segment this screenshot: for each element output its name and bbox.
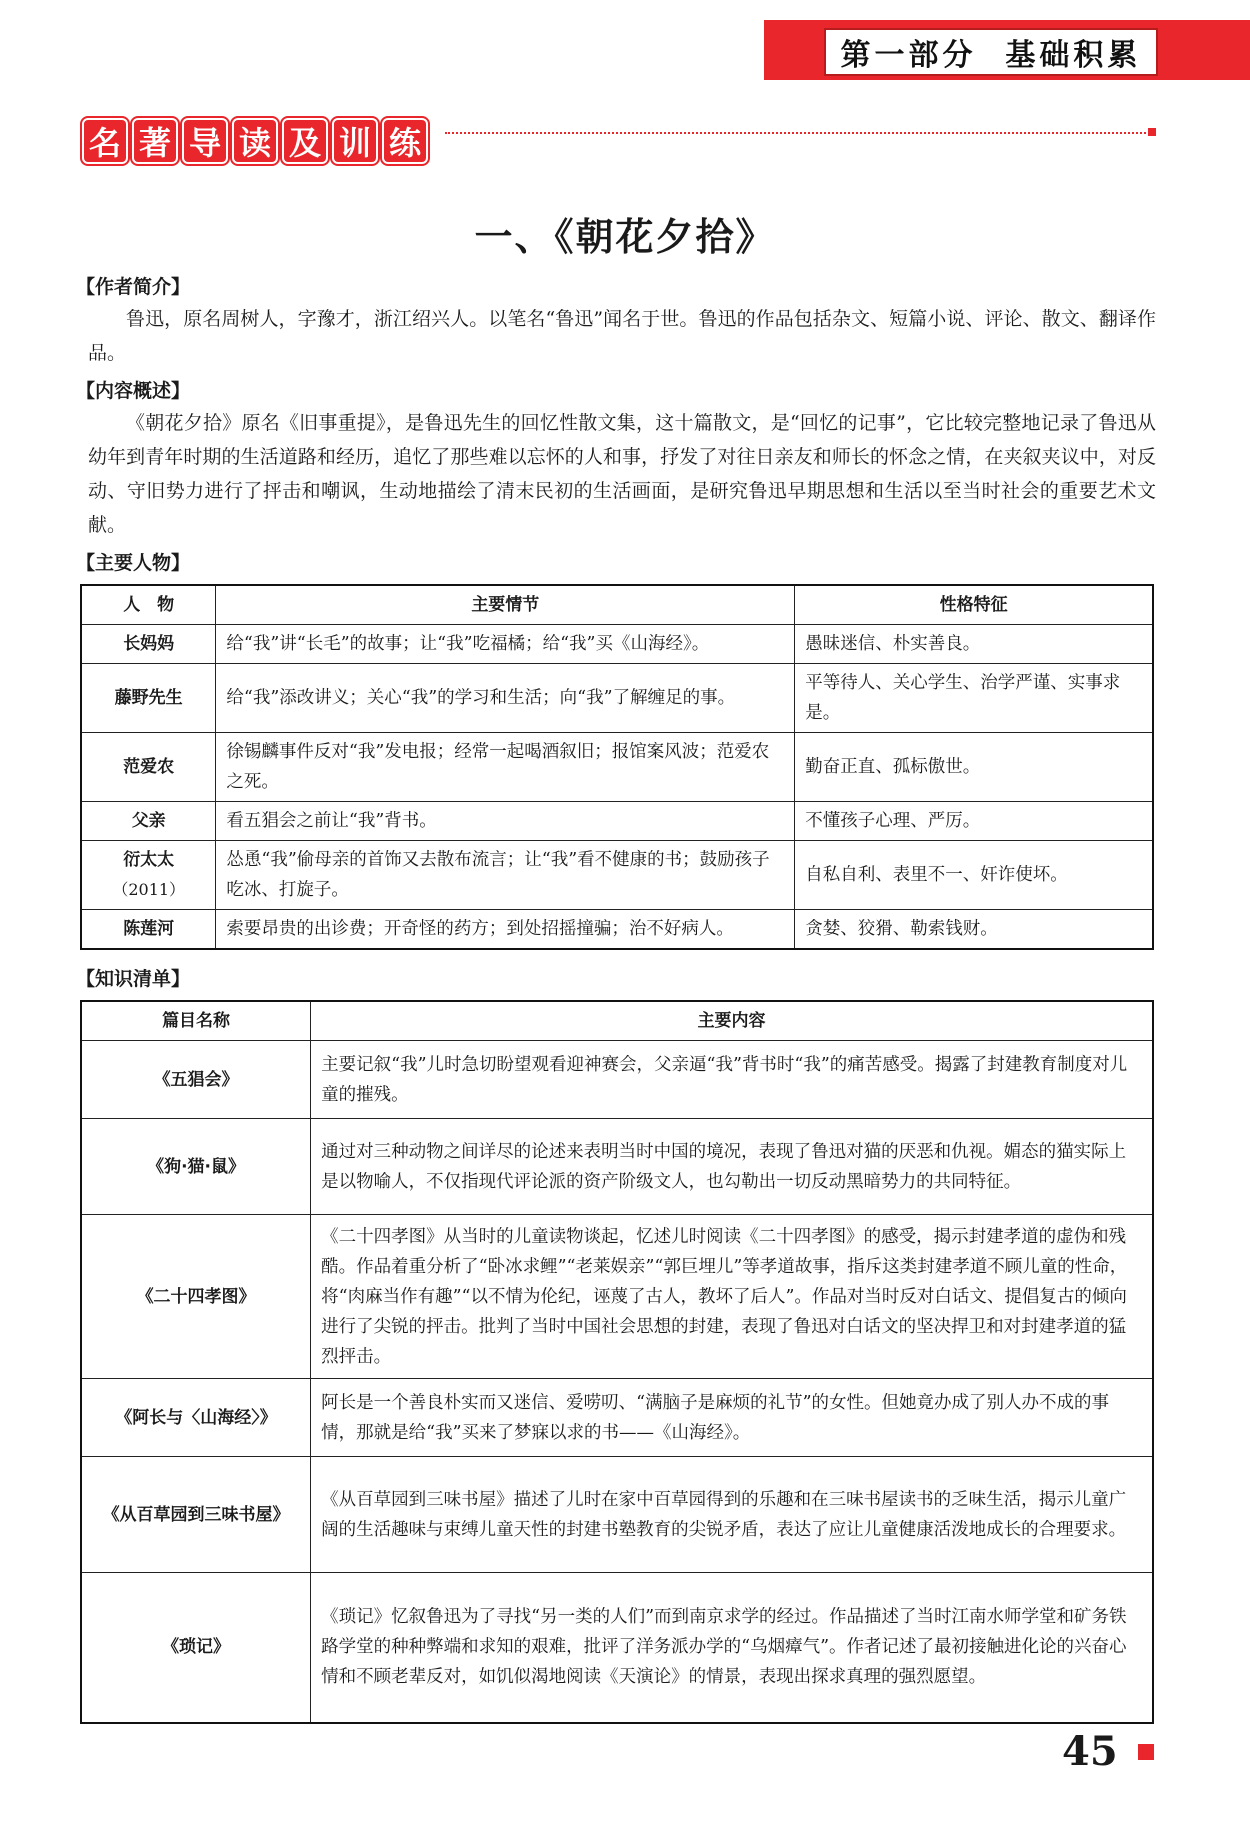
table-row [81,1457,1153,1573]
banner-char: 训 [332,118,378,164]
character-year: （2011） [112,880,186,899]
banner-char: 读 [232,118,278,164]
banner-end-dot [1148,128,1156,136]
chapter-name: 《阿长与〈山海经〉》 [81,1379,311,1457]
chapter-content: 主要记叙“我”儿时急切盼望观看迎神赛会，父亲逼“我”背书时“我”的痛苦感受。揭露了封建教育制度对儿童的摧残。 [311,1041,1153,1119]
character-trait: 不懂孩子心理、严厉。 [795,802,1153,841]
chapter-name: 《二十四孝图》 [81,1215,311,1379]
table-header-row [81,585,1153,625]
characters-label: 【主要人物】 [76,552,191,574]
table-row [81,1041,1153,1119]
page-number-marker [1138,1744,1154,1760]
chapter-name: 《琐记》 [81,1573,311,1723]
character-name: 衍太太 [123,850,175,870]
author-label: 【作者简介】 [76,276,191,298]
knowledge-table [80,1000,1154,1724]
table-row [81,1119,1153,1215]
table-row [81,841,1153,910]
character-name: 范爱农 [81,733,216,802]
banner-dotted-line [445,132,1150,134]
character-name: 藤野先生 [81,664,216,733]
character-trait: 愚昧迷信、朴实善良。 [795,625,1153,664]
character-plot: 徐锡麟事件反对“我”发电报；经常一起喝酒叙旧；报馆案风波；范爱农之死。 [216,733,795,802]
character-name: 长妈妈 [81,625,216,664]
chapter-name: 《狗·猫·鼠》 [81,1119,311,1215]
header-cell: 人 物 [81,585,216,625]
characters-table [80,584,1154,950]
banner-char: 著 [132,118,178,164]
character-trait: 勤奋正直、孤标傲世。 [795,733,1153,802]
summary-label: 【内容概述】 [76,380,191,402]
chapter-content: 通过对三种动物之间详尽的论述来表明当时中国的境况，表现了鲁迅对猫的厌恶和仇视。媚态的猫实际上是以物喻人，不仅指现代评论派的资产阶级文人，也勾勒出一切反动黑暗势力的共同特征。 [311,1119,1153,1215]
banner-char: 练 [382,118,428,164]
knowledge-label: 【知识清单】 [76,968,191,990]
section-banner [82,118,428,164]
header-cell: 篇目名称 [81,1001,311,1041]
chapter-content: 《琐记》忆叙鲁迅为了寻找“另一类的人们”而到南京求学的经过。作品描述了当时江南水师学堂和矿务铁路学堂的种种弊端和求知的艰难，批评了洋务派办学的“乌烟瘴气”。作者记述了最初接触进化论的兴奋心情和不顾老辈反对，如饥似渴地阅读《天演论》的情景，表现出探求真理的强烈愿望。 [311,1573,1153,1723]
table-header-row [81,1001,1153,1041]
character-trait: 贪婪、狡猾、勒索钱财。 [795,910,1153,950]
banner-char: 及 [282,118,328,164]
author-text: 鲁迅，原名周树人，字豫才，浙江绍兴人。以笔名“鲁迅”闻名于世。鲁迅的作品包括杂文、短篇小说、评论、散文、翻译作品。 [88,308,1156,364]
header-cell: 性格特征 [795,585,1153,625]
character-plot: 给“我”添改讲义；关心“我”的学习和生活；向“我”了解缠足的事。 [216,664,795,733]
table-row [81,802,1153,841]
chapter-content: 《从百草园到三味书屋》描述了儿时在家中百草园得到的乐趣和在三味书屋读书的乏味生活，揭示儿童广阔的生活趣味与束缚儿童天性的封建书塾教育的尖锐矛盾，表达了应让儿童健康活泼地成长的合理要求。 [311,1457,1153,1573]
chapter-content: 《二十四孝图》从当时的儿童读物谈起，忆述儿时阅读《二十四孝图》的感受，揭示封建孝道的虚伪和残酷。作品着重分析了“卧冰求鲤”“老莱娱亲”“郭巨埋儿”等孝道故事，指斥这类封建孝道不顾儿童的性命，将“肉麻当作有趣”“以不情为伦纪，诬蔑了古人，教坏了后人”。作品对当时反对白话文、提倡复古的倾向进行了尖锐的抨击。批判了当时中国社会思想的封建，表现了鲁迅对白话文的坚决捍卫和对封建孝道的猛烈抨击。 [311,1215,1153,1379]
character-name: 父亲 [81,802,216,841]
character-trait: 平等待人、关心学生、治学严谨、实事求是。 [795,664,1153,733]
header-cell: 主要内容 [311,1001,1153,1041]
character-plot: 看五猖会之前让“我”背书。 [216,802,795,841]
character-plot: 给“我”讲“长毛”的故事；让“我”吃福橘；给“我”买《山海经》。 [216,625,795,664]
character-plot: 怂恿“我”偷母亲的首饰又去散布流言；让“我”看不健康的书；鼓励孩子吃冰、打旋子。 [216,841,795,910]
character-trait: 自私自利、表里不一、奸诈使坏。 [795,841,1153,910]
character-name-cell [81,841,216,910]
chapter-name: 《从百草园到三味书屋》 [81,1457,311,1573]
table-row [81,733,1153,802]
header-cell: 主要情节 [216,585,795,625]
character-plot: 索要昂贵的出诊费；开奇怪的药方；到处招摇撞骗；治不好病人。 [216,910,795,950]
chapter-name: 《五猖会》 [81,1041,311,1119]
banner-char: 名 [82,118,128,164]
chapter-content: 阿长是一个善良朴实而又迷信、爱唠叨、“满脑子是麻烦的礼节”的女性。但她竟办成了别人办不成的事情，那就是给“我”买来了梦寐以求的书——《山海经》。 [311,1379,1153,1457]
table-row [81,1573,1153,1723]
table-row [81,1379,1153,1457]
table-row [81,910,1153,950]
table-row [81,664,1153,733]
page-title: 一、《朝花夕拾》 [474,214,776,259]
table-row [81,1215,1153,1379]
banner-char: 导 [182,118,228,164]
table-row [81,625,1153,664]
page-number: 45 [1062,1728,1118,1775]
character-name: 陈莲河 [81,910,216,950]
summary-text: 《朝花夕拾》原名《旧事重提》，是鲁迅先生的回忆性散文集，这十篇散文，是“回忆的记事”，它比较完整地记录了鲁迅从幼年到青年时期的生活道路和经历，追忆了那些难以忘怀的人和事，抒发了对往日亲友和师长的怀念之情，在夹叙夹议中，对反动、守旧势力进行了抨击和嘲讽，生动地描绘了清末民初的生活画面，是研究鲁迅早期思想和生活以至当时社会的重要艺术文献。 [88,412,1156,536]
part-header: 第一部分 基础积累 [824,28,1158,76]
